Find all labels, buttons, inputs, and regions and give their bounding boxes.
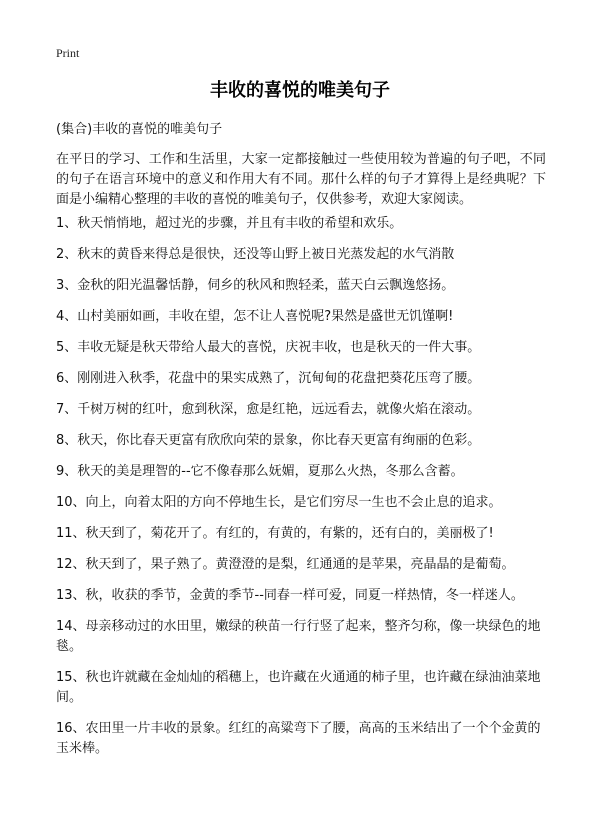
- list-item: 14、母亲移动过的水田里，嫩绿的秧苗一行行竖了起来，整齐匀称，像一块绿色的地毯。: [56, 619, 541, 654]
- intro-paragraph: 在平日的学习、工作和生活里，大家一定都接触过一些使用较为普遍的句子吧，不同的句子在语言环境中的意义和作用大有不同。那什么样的句子才算得上是经典呢？下面是小编精心整理的丰收的喜悦的唯美句子，仅供参考，欢迎大家阅读。: [56, 152, 546, 207]
- list-item: 13、秋，收获的季节，金黄的季节--同春一样可爱，同夏一样热情，冬一样迷人。: [56, 588, 524, 603]
- sentence-list: [56, 214, 546, 770]
- list-item: 5、丰收无疑是秋天带给人最大的喜悦，庆祝丰收，也是秋天的一件大事。: [56, 340, 481, 355]
- list-item: 7、千树万树的红叶，愈到秋深，愈是红艳，远远看去，就像火焰在滚动。: [56, 402, 481, 417]
- list-item: 1、秋天悄悄地，超过光的步骤，并且有丰收的希望和欢乐。: [56, 216, 403, 231]
- list-item: 9、秋天的美是理智的--它不像春那么妩媚，夏那么火热，冬那么含蓄。: [56, 464, 464, 479]
- list-item: 16、农田里一片丰收的景象。红红的高粱弯下了腰，高高的玉米结出了一个个金黄的玉米棒。: [56, 721, 541, 756]
- page-subtitle: (集合)丰收的喜悦的唯美句子: [56, 122, 223, 137]
- list-item: 4、山村美丽如画，丰收在望，怎不让人喜悦呢?果然是盛世无饥馑啊!: [56, 309, 454, 324]
- list-item: 10、向上，向着太阳的方向不停地生长，是它们穷尽一生也不会止息的追求。: [56, 495, 502, 510]
- list-item: 2、秋末的黄昏来得总是很快，还没等山野上被日光蒸发起的水气消散: [56, 247, 455, 262]
- list-item: 11、秋天到了，菊花开了。有红的，有黄的，有紫的，还有白的，美丽极了!: [56, 526, 494, 541]
- list-item: 6、刚刚进入秋季，花盘中的果实成熟了，沉甸甸的花盘把葵花压弯了腰。: [56, 371, 481, 386]
- list-item: 3、金秋的阳光温馨恬静，伺乡的秋风和煦轻柔，蓝天白云飘逸悠扬。: [56, 278, 455, 293]
- list-item: 8、秋天，你比春天更富有欣欣向荣的景象，你比春天更富有绚丽的色彩。: [56, 433, 481, 448]
- list-item: 15、秋也许就藏在金灿灿的稻穗上，也许藏在火通通的柿子里，也许藏在绿油油菜地间。: [56, 670, 541, 705]
- print-label: Print: [56, 46, 80, 60]
- page-title: 丰收的喜悦的唯美句子: [210, 80, 390, 101]
- list-item: 12、秋天到了，果子熟了。黄澄澄的是梨，红通通的是苹果，亮晶晶的是葡萄。: [56, 557, 515, 572]
